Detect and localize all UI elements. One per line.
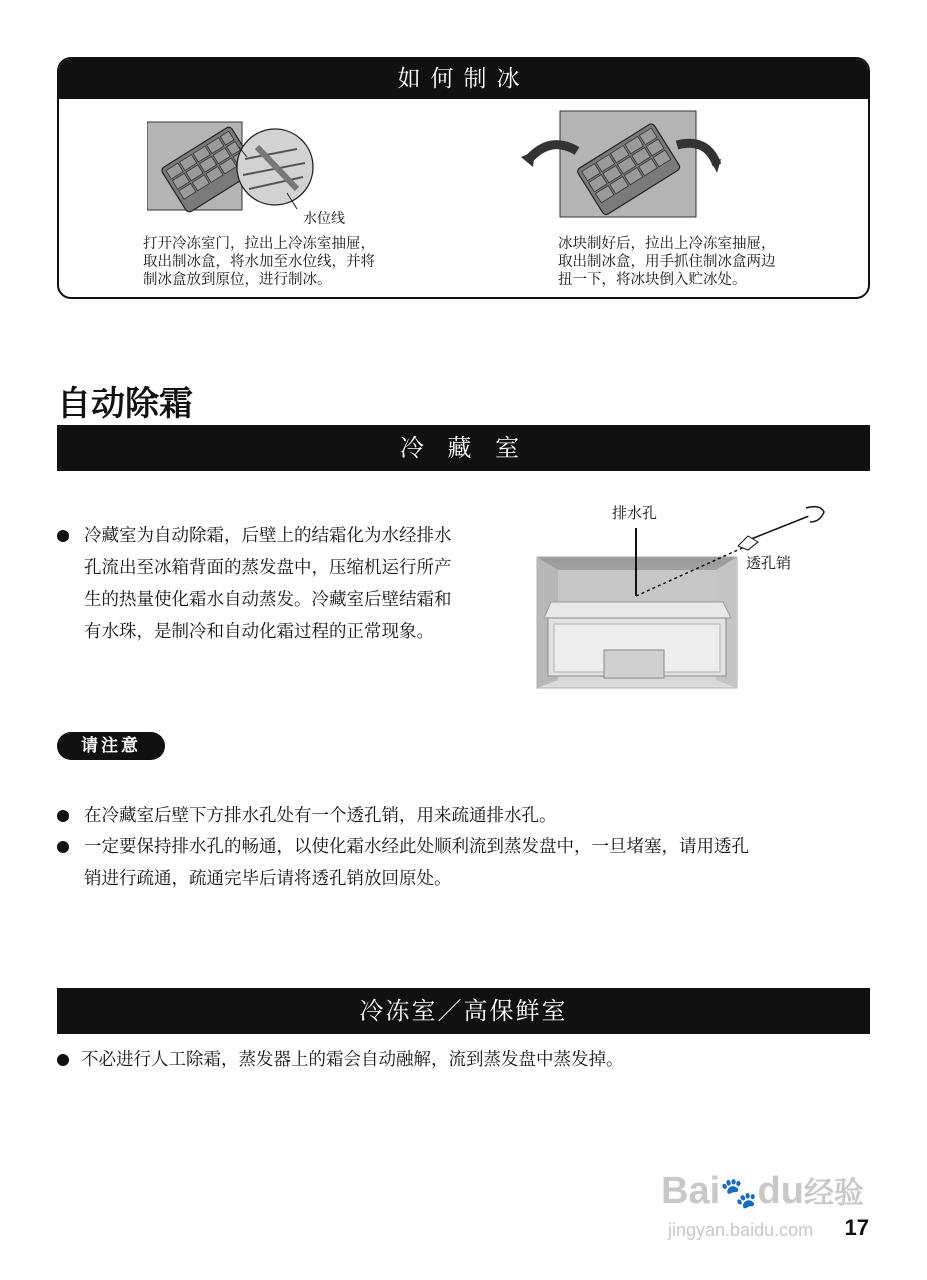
bullet-dot [57,841,69,853]
ice-release-instructions [558,235,776,289]
description-line: 有水珠，是制冷和自动化霜过程的正常现象。 [84,622,434,642]
bullet-dot [57,1054,69,1066]
ice-making-panel [57,57,870,299]
page-number: 17 [844,1215,869,1240]
description-line: 生的热量使化霜水自动蒸发。冷藏室后壁结霜和 [84,590,452,610]
refrigerator-bar: 冷 藏 室 [57,425,870,471]
note-line: 销进行疏通，疏通完毕后请将透孔销放回原处。 [84,869,452,889]
caption-line: 扭一下，将冰块倒入贮冰处。 [558,272,747,288]
note-line: 一定要保持排水孔的畅通，以使化霜水经此处顺利流到蒸发盘中，一旦堵塞，请用透孔 [84,837,749,857]
description-line: 孔流出至冰箱背面的蒸发盘中，压缩机运行所产 [84,558,452,578]
water-line-label: 水位线 [303,211,345,227]
paw-icon: 🐾 [720,1177,758,1210]
section-title-auto-defrost: 自动除霜 [57,384,193,424]
ice-making-title: 如何制冰 [59,59,868,99]
ice-tray-twist-illustration [521,109,721,221]
drain-hole-label: 排水孔 [612,504,658,522]
bullet-dot [57,810,69,822]
ice-fill-instructions [143,235,375,289]
watermark-url: jingyan.baidu.com [668,1220,814,1240]
freezer-bar: 冷冻室／高保鲜室 [57,988,870,1034]
ice-tray-fill-illustration [147,117,322,222]
caption-line: 取出制冰盒，用手抓住制冰盒两边 [558,254,776,270]
freezer-description [57,1044,872,1076]
bullet-dot [57,530,69,542]
watermark-brand: Bai🐾du经验 [661,1170,864,1212]
notice-badge: 请注意 [57,732,165,760]
note-keep-drain-clear [57,831,872,895]
refrigerator-description [57,520,517,648]
caption-line: 取出制冰盒，将水加至水位线，并将 [143,254,375,270]
fridge-compartment-photo [536,500,826,690]
caption-line: 制冰盒放到原位，进行制冰。 [143,272,332,288]
caption-line: 冰块制好后，拉出上冷冻室抽屉， [558,236,776,252]
note-line: 在冷藏室后壁下方排水孔处有一个透孔销，用来疏通排水孔。 [84,806,557,826]
freezer-line: 不必进行人工除霜，蒸发器上的霜会自动融解，流到蒸发盘中蒸发掉。 [81,1050,624,1070]
note-drain-pin [57,800,872,832]
description-line: 冷藏室为自动除霜，后壁上的结霜化为水经排水 [84,526,452,546]
caption-line: 打开冷冻室门，拉出上冷冻室抽屉， [143,236,375,252]
drain-pin-label: 透孔销 [746,554,792,572]
